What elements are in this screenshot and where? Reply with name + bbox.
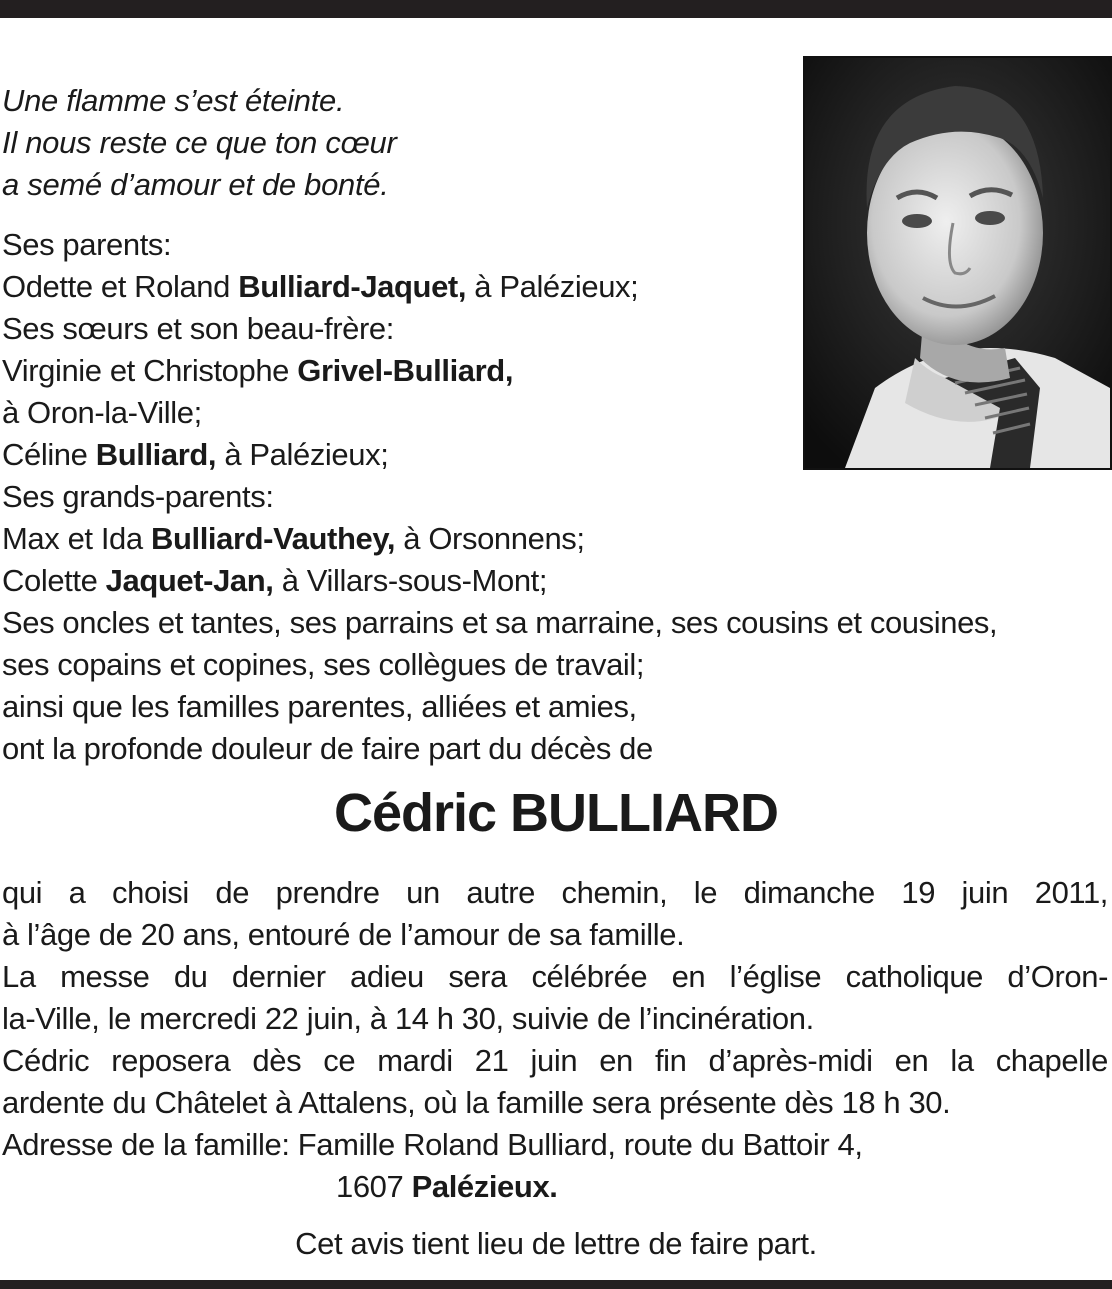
grandparents-names: Max et Ida <box>2 521 151 556</box>
city: Palézieux. <box>411 1169 558 1204</box>
sibling-line <box>2 350 997 392</box>
announcement-line: qui a choisi de prendre un autre chemin, le dimanche 19 juin 2011, <box>2 875 1108 910</box>
relatives-line: ont la profonde douleur de faire part du décès de <box>2 731 653 766</box>
siblings-label: Ses sœurs et son beau-frère: <box>2 311 394 346</box>
deceased-name: Cédric BULLIARD <box>333 783 779 843</box>
parents-place: à Palézieux; <box>466 269 639 304</box>
top-rule <box>0 0 1112 18</box>
announcement-line: ardente du Châtelet à Attalens, où la famille sera présente dès 18 h 30. <box>2 1085 951 1120</box>
relatives-line: ses copains et copines, ses collègues de travail; <box>2 647 645 682</box>
announcement-line: la-Ville, le mercredi 22 juin, à 14 h 30, suivie de l’incinération. <box>2 1001 814 1036</box>
sibling-names: Virginie et Christophe <box>2 353 298 388</box>
sibling-names: Céline <box>2 437 96 472</box>
grandparents-place: à Orsonnens; <box>395 521 585 556</box>
sibling-line <box>2 434 997 476</box>
sibling-place: à Palézieux; <box>216 437 389 472</box>
parents-names: Odette et Roland <box>2 269 239 304</box>
grandparents-surname: Bulliard-Vauthey, <box>150 521 396 556</box>
announcement-line: Cédric reposera dès ce mardi 21 juin en fin d’après-midi en la chapelle <box>2 1043 1108 1078</box>
family-address: Adresse de la famille: Famille Roland Bulliard, route du Battoir 4, <box>2 1127 863 1162</box>
sibling-place-line: à Oron-la-Ville; <box>2 395 202 430</box>
family-list <box>2 224 997 770</box>
grandparents-label: Ses grands-parents: <box>2 479 274 514</box>
announcement-line: La messe du dernier adieu sera célébrée en l’église catholique d’Oron- <box>2 959 1108 994</box>
address-city-line <box>2 1166 1108 1208</box>
relatives-line: ainsi que les familles parentes, alliées et amies, <box>2 689 637 724</box>
sibling-surname: Grivel-Bulliard, <box>297 353 514 388</box>
poem-line: Il nous reste ce que ton cœur <box>2 125 397 160</box>
announcement <box>2 872 1108 1208</box>
parents-surname: Bulliard-Jaquet, <box>238 269 467 304</box>
grandparents-names: Colette <box>2 563 106 598</box>
postcode: 1607 <box>336 1169 412 1204</box>
grandparents-line <box>2 518 997 560</box>
poem <box>2 80 397 206</box>
parents-line <box>2 266 997 308</box>
announcement-line: à l’âge de 20 ans, entouré de l’amour de sa famille. <box>2 917 685 952</box>
grandparents-place: à Villars-sous-Mont; <box>273 563 548 598</box>
footer-note: Cet avis tient lieu de lettre de faire part. <box>295 1226 817 1261</box>
grandparents-surname: Jaquet-Jan, <box>105 563 274 598</box>
relatives-line: Ses oncles et tantes, ses parrains et sa marraine, ses cousins et cousines, <box>2 605 998 640</box>
parents-label: Ses parents: <box>2 227 172 262</box>
poem-line: Une flamme s’est éteinte. <box>2 83 345 118</box>
sibling-surname: Bulliard, <box>95 437 217 472</box>
bottom-rule <box>0 1280 1112 1289</box>
poem-line: a semé d’amour et de bonté. <box>2 167 389 202</box>
grandparents-line <box>2 560 997 602</box>
